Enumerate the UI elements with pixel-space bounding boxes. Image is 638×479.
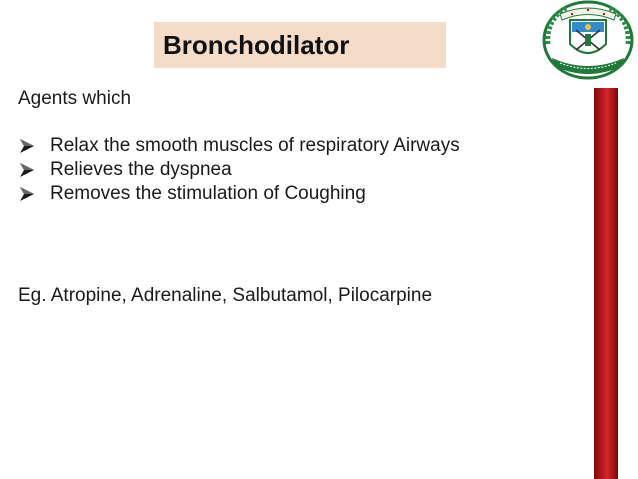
slide-title-box [154,22,446,68]
university-emblem-icon [538,0,638,82]
slide-title: Bronchodilator [163,29,350,60]
bullet-text: Relax the smooth muscles of respiratory Airways [50,135,460,156]
arrowhead-bullet-icon [18,137,36,155]
bullet-text: Relieves the dyspnea [50,159,232,180]
bullet-item [18,134,578,158]
arrowhead-bullet-icon [18,161,36,179]
bullet-text: Removes the stimulation of Coughing [50,183,366,204]
example-text: Eg. Atropine, Adrenaline, Salbutamol, Pilocarpine [18,285,433,306]
arrowhead-bullet-icon [18,185,36,203]
bullet-item [18,182,578,206]
bullet-list [18,134,578,206]
bullet-item [18,158,578,182]
side-decoration-bar [594,88,618,479]
intro-text: Agents which [18,88,132,109]
